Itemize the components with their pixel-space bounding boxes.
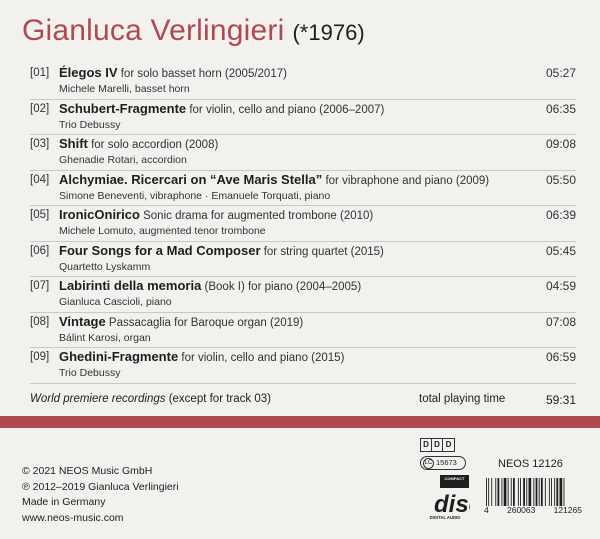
track-title: Vintage xyxy=(59,313,106,329)
barcode-digit-group: 260063 xyxy=(506,505,536,515)
track-heading xyxy=(59,171,489,190)
track-duration: 05:27 xyxy=(545,66,576,80)
accent-bar xyxy=(0,416,600,428)
barcode-bar xyxy=(511,478,512,506)
cd-disc-text: dis xyxy=(434,491,469,518)
made-in: Made in Germany xyxy=(22,496,106,508)
track-performer: Bálint Karosi, organ xyxy=(59,331,151,344)
total-time-row xyxy=(30,393,576,409)
track-number: [05] xyxy=(30,209,50,221)
premiere-note: (except for track 03) xyxy=(168,393,271,405)
barcode-bar xyxy=(502,478,503,506)
track-description: for solo accordion (2008) xyxy=(91,139,219,151)
barcode-bar xyxy=(518,478,519,506)
barcode-bar xyxy=(488,478,489,506)
barcode-bar xyxy=(545,478,546,506)
track-number: [06] xyxy=(30,244,50,257)
credits xyxy=(22,464,179,526)
track-performer: Quartetto Lyskamm xyxy=(59,260,151,273)
track-row xyxy=(30,277,576,313)
track-number: [09] xyxy=(30,351,50,363)
track-performer: Trio Debussy xyxy=(59,367,121,379)
barcode-bar xyxy=(529,478,532,506)
ddd-badge xyxy=(420,438,455,452)
track-list xyxy=(30,64,576,384)
compact-disc-logo-icon xyxy=(420,474,470,520)
track-number: [01] xyxy=(30,67,50,79)
track-heading xyxy=(59,348,344,367)
track-heading xyxy=(59,206,373,225)
track-heading xyxy=(59,64,287,83)
barcode xyxy=(484,478,582,514)
track-heading xyxy=(59,100,384,119)
track-duration: 07:08 xyxy=(545,314,576,329)
total-time-value: 59:31 xyxy=(545,393,576,407)
composer-name: Gianluca Verlingieri xyxy=(22,14,285,47)
track-description: for vibraphone and piano (2009) xyxy=(325,174,490,187)
track-title: Four Songs for a Mad Composer xyxy=(59,242,261,258)
track-heading xyxy=(59,277,361,296)
barcode-bar xyxy=(491,478,492,506)
track-performer: Ghenadie Rotari, accordion xyxy=(59,154,187,166)
barcode-bar xyxy=(520,478,521,506)
track-performer: Simone Beneventi, vibraphone · Emanuele Torquati, piano xyxy=(59,189,331,202)
track-title: Ghedini-Fragmente xyxy=(59,349,179,364)
total-time-label: total playing time xyxy=(419,393,506,405)
track-title: Shift xyxy=(59,136,88,151)
ddd-letter: D xyxy=(445,440,452,449)
barcode-bar xyxy=(504,478,507,506)
track-duration: 05:45 xyxy=(545,243,576,258)
barcode-bar xyxy=(498,478,500,506)
ddd-letter: D xyxy=(432,439,443,451)
track-duration: 06:35 xyxy=(545,101,576,116)
track-row xyxy=(30,64,576,100)
barcode-bar xyxy=(541,478,543,506)
barcode-bar xyxy=(564,478,565,506)
barcode-bar xyxy=(560,478,563,506)
copyright: © 2021 NEOS Music GmbH xyxy=(22,465,153,477)
label-code-badge xyxy=(420,456,466,470)
track-title: IronicOnirico xyxy=(59,207,140,222)
track-description: for solo basset horn (2005/2017) xyxy=(120,68,287,80)
barcode-bar xyxy=(556,478,558,506)
track-title: Alchymiae. Ricercari on “Ave Maris Stella” xyxy=(59,171,323,187)
barcode-bar xyxy=(551,478,552,506)
track-row xyxy=(30,242,576,278)
track-heading xyxy=(59,242,384,261)
track-number: [08] xyxy=(30,315,50,328)
track-number: [04] xyxy=(30,173,50,186)
track-title: Élegos IV xyxy=(59,65,118,80)
track-row xyxy=(30,348,576,384)
catalog-number: NEOS 12126 xyxy=(498,458,563,470)
track-performer: Gianluca Cascioli, piano xyxy=(59,296,172,308)
premiere-label: World premiere recordings xyxy=(30,393,166,405)
barcode-bar xyxy=(539,478,540,506)
barcode-digit-group: 121265 xyxy=(553,505,582,515)
track-row xyxy=(30,206,576,242)
barcode-bar xyxy=(495,478,496,506)
track-duration: 04:59 xyxy=(545,279,576,293)
barcode-bar xyxy=(486,478,487,506)
ddd-letter: D xyxy=(421,439,432,451)
track-row xyxy=(30,135,576,171)
track-performer: Trio Debussy xyxy=(59,118,121,131)
barcode-bar xyxy=(513,478,515,506)
cd-digital-text: DIGITAL AUDIO xyxy=(429,515,461,520)
track-duration: 09:08 xyxy=(545,137,576,151)
track-title: Schubert-Fragmente xyxy=(59,100,187,116)
barcode-bars-icon xyxy=(484,478,582,506)
track-description: Passacaglia for Baroque organ (2019) xyxy=(108,316,304,329)
barcode-bar xyxy=(536,478,538,506)
track-description: for violin, cello and piano (2015) xyxy=(181,352,345,364)
barcode-bar xyxy=(508,478,509,506)
track-description: Sonic drama for augmented trombone (2010) xyxy=(143,210,374,222)
track-row xyxy=(30,100,576,136)
barcode-bar xyxy=(526,478,527,506)
track-performer: Michele Lomuto, augmented tenor trombone xyxy=(59,225,266,237)
track-duration: 05:50 xyxy=(545,172,576,187)
track-description: for string quartet (2015) xyxy=(263,245,384,258)
track-number: [07] xyxy=(30,280,50,292)
track-row xyxy=(30,313,576,349)
phonogram: ℗ 2012–2019 Gianluca Verlingieri xyxy=(22,480,179,493)
track-performer: Michele Marelli, basset horn xyxy=(59,83,190,95)
barcode-bar xyxy=(533,478,534,506)
lc-circle: LC xyxy=(423,458,434,469)
track-description: (Book I) for piano (2004–2005) xyxy=(204,281,362,293)
barcode-digit-group: 4 xyxy=(484,505,489,515)
track-description: for violin, cello and piano (2006–2007) xyxy=(189,103,385,116)
track-row xyxy=(30,171,576,207)
track-number: [02] xyxy=(30,102,50,115)
track-duration: 06:39 xyxy=(545,208,576,222)
barcode-bar xyxy=(554,478,555,506)
barcode-bar xyxy=(549,478,550,506)
track-duration: 06:59 xyxy=(545,350,576,364)
header xyxy=(22,14,365,48)
composer-year: (*1976) xyxy=(292,20,365,45)
cd-compact-text: COMPACT xyxy=(444,476,465,481)
track-title: Labirinti della memoria xyxy=(59,278,202,293)
website-link[interactable]: www.neos-music.com xyxy=(22,511,124,524)
track-heading xyxy=(59,313,303,332)
barcode-bar xyxy=(523,478,525,506)
lc-number: 15673 xyxy=(436,458,457,467)
track-heading xyxy=(59,135,218,154)
track-number: [03] xyxy=(30,138,50,150)
